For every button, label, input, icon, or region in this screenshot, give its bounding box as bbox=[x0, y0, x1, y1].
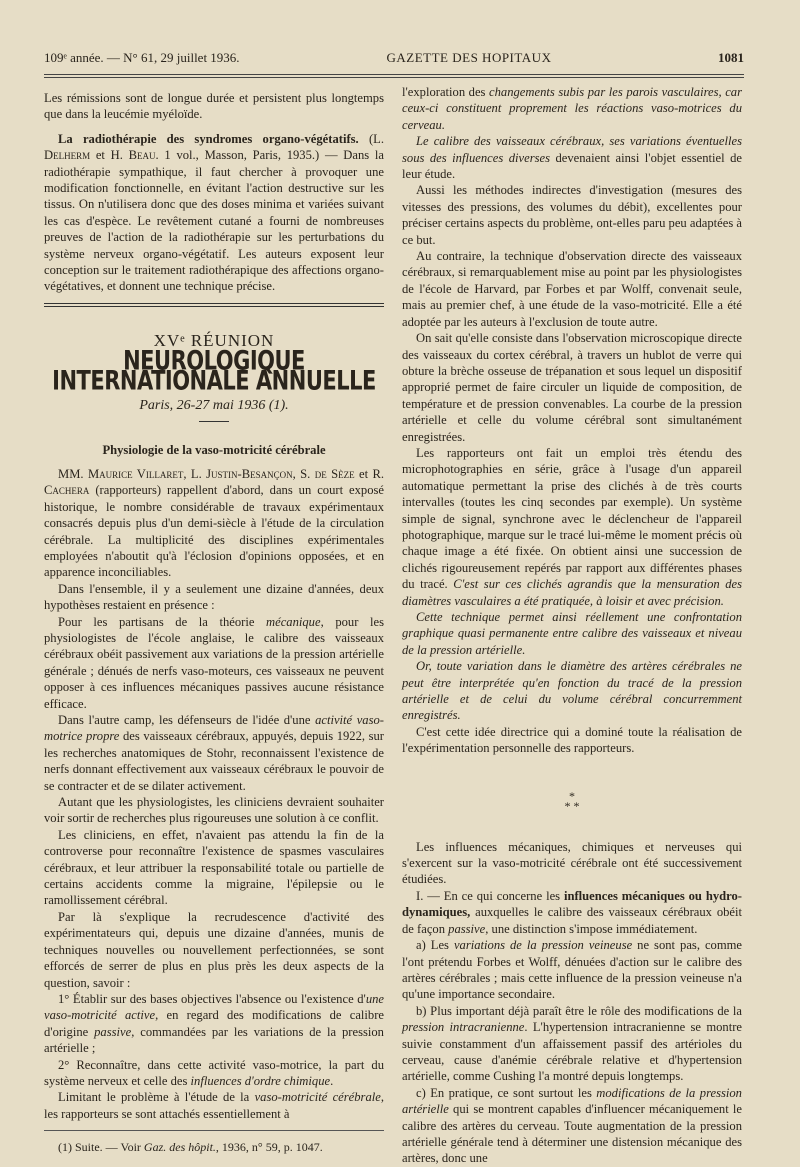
paragraph bbox=[402, 445, 742, 609]
right-column bbox=[402, 84, 742, 1167]
emphasis: influences d'ordre chimique bbox=[190, 1073, 331, 1088]
text-run: a) Les bbox=[416, 938, 454, 953]
text-run: . 1 vol., Masson, Paris, 1935.) — Dans la radiothérapie sympathique, il faut chercher à provoquer une modification fonctionnelle, en évitant l'action destructive sur les tissus. On n'utilisera donc que des doses minima et variées suivant les cas d'espèce. Le revêtement cutané a fourni de nombreuses preuves de l'action de la radiothérapie sur les perturbations du système nerveux organo-végétatif. Les auteurs exposent leur conception sur le traitement radiothérapique des affections organo-végétatives, et donnent une technique précise. bbox=[44, 148, 384, 294]
author-name: Maurice Villaret bbox=[87, 466, 184, 481]
paragraph bbox=[44, 1057, 384, 1090]
text-run: auxquelles le calibre des vaisseaux cérébraux obéit de façon bbox=[402, 905, 742, 936]
left-column bbox=[44, 90, 384, 1156]
running-header bbox=[44, 50, 744, 68]
paragraph bbox=[44, 991, 384, 1057]
section-heading: Physiologie de la vaso-motricité cérébrale bbox=[102, 442, 326, 457]
text-run: I. — En ce qui concerne les bbox=[416, 888, 564, 903]
journal-title: GAZETTE DES HOPITAUX bbox=[386, 50, 552, 65]
paragraph-remissions: Les rémissions sont de longue durée et persistent plus longtemps que dans la leucémie myéloïde. bbox=[44, 91, 384, 122]
text-run: et H. bbox=[90, 148, 129, 163]
text-run: . L'hypertension intracranienne se montre suivie constamment d'un affaissement passif des artérioles du cerveau, cause d'anémie cérébrale relative et d'hypertension artérielle, comme Cushing l'a montré depuis longtemps. bbox=[402, 1020, 742, 1084]
asterism bbox=[402, 788, 742, 813]
paragraph: Dans l'ensemble, il y a seulement une dizaine d'années, deux hypothèses restaient en présence : bbox=[44, 581, 384, 613]
emphasis: Or, toute variation dans le diamètre des artères cérébrales ne peut être interprétée qu'en fonction du tracé de la pression artérielle et de celui du volume cérébral concurremment enregistrés. bbox=[402, 659, 742, 723]
emphasis: mécanique bbox=[266, 614, 321, 629]
text-run: (L. bbox=[358, 131, 384, 146]
text-run: , une distinction s'impose immédiatement. bbox=[485, 921, 698, 936]
author-name: Cachera bbox=[44, 483, 90, 498]
paragraph bbox=[402, 888, 742, 937]
author-name: Beau bbox=[128, 148, 156, 163]
emphasis: activité vaso-motrice propre bbox=[44, 713, 384, 744]
paragraph bbox=[44, 466, 384, 581]
text-run: , pour les physiologistes de l'école anglaise, le calibre des vaisseaux cérébraux obéit passivement aux variations de la pression artérielle générale ; dénués de nerfs vaso-moteurs, ces vaisseaux ne peuvent opposer à ces influences mécaniques passives aucune résistance efficace. bbox=[44, 614, 384, 711]
section-rule bbox=[44, 306, 384, 307]
asterism-top: * bbox=[569, 788, 575, 803]
paragraph: Autant que les physiologistes, les cliniciens devraient souhaiter voir sortir de recherches plus rigoureuses une solution à ce conflit. bbox=[44, 795, 384, 826]
text-run: , commandées par les variations de la pression artérielle ; bbox=[44, 1024, 384, 1056]
meeting-title: NEUROLOGIQUE INTERNATIONALE ANNUELLE bbox=[52, 346, 376, 397]
text-run: , 1936, n° 59, p. 1047. bbox=[215, 1140, 323, 1155]
paragraph bbox=[44, 614, 384, 712]
meeting-number: XVᵉ RÉUNION bbox=[153, 330, 275, 350]
asterism-bottom: * * bbox=[564, 798, 580, 813]
text-run: ne sont pas, comme l'ont prétendu Forbes et Wolff, dénuées d'action sur le calibre des artères cérébrales ; mais cette influence de la pression veineuse n'a qu'une importance secondaire. bbox=[402, 938, 743, 1002]
emphasis: Le calibre des vaisseaux cérébraux, ses variations éventuelles sous des influences diverses bbox=[402, 134, 742, 165]
page-number: 1081 bbox=[718, 50, 744, 65]
paragraph bbox=[402, 84, 742, 133]
paragraph: Au contraire, la technique d'observation directe des vaisseaux cérébraux, si remarquablement mise au point par les physiologistes de l'école de Harvard, par Forbes et par Wolff, convenait seule, mais au premier chef, à une étude de la vaso-motricité. Elle a été adoptée par les auteurs à l'exclusion de toute autre. bbox=[402, 249, 742, 329]
text-run: (rapporteurs) rappellent d'abord, dans un court exposé historique, le nombre considérable de travaux expérimentaux consacrés depuis plus d'un demi-siècle à l'étude de la circulation cérébrale. La multiplicité des disciplines expérimentales employées n'aboutit qu'à l'éclosion d'opinions opposées, et en apparence inconciliables. bbox=[44, 483, 384, 580]
emphasis: pression intracranienne bbox=[402, 1020, 525, 1035]
header-rule bbox=[44, 74, 744, 75]
paragraph bbox=[402, 133, 742, 182]
paragraph bbox=[402, 1085, 742, 1167]
author-name: Justin-Besançon bbox=[206, 466, 293, 481]
author-name: de Sèze bbox=[314, 466, 355, 481]
book-review bbox=[44, 131, 384, 295]
paragraph bbox=[44, 1089, 384, 1122]
meeting-place: Paris, 26-27 mai 1936 (1). bbox=[139, 398, 289, 414]
book-title: La radiothérapie des syndromes organo-végétatifs. bbox=[58, 131, 359, 146]
section-rule bbox=[44, 303, 384, 304]
text-run: Pour les partisans de la théorie bbox=[58, 614, 267, 629]
emphasis: changements subis par les parois vasculaires, car ceux-ci constituent proprement les réactions vaso-motrices du cerveau. bbox=[402, 85, 742, 132]
emphasis: Cette technique permet ainsi réellement une confrontation graphique quasi permanente entre calibre des vaisseaux et niveau de la pression artérielle. bbox=[402, 610, 742, 657]
emphasis: passive bbox=[448, 921, 486, 936]
emphasis: Gaz. des hôpit. bbox=[143, 1140, 216, 1155]
issue-info: 109ᵉ année. — N° 61, 29 juillet 1936. bbox=[44, 50, 240, 65]
paragraph: On sait qu'elle consiste dans l'observation microscopique directe des vaisseaux du cortex cérébral, à travers un hublot de verre qui obture la brèche osseuse de trépanation et sous lequel un dispositif approprié permet de faire circuler un liquide de composition, de température et de pression convenables. La courbe de la pression artérielle et celle du volume cérébral sont simultanément enregistrées. bbox=[402, 331, 742, 444]
paragraph: C'est cette idée directrice qui a dominé toute la réalisation de l'expérimentation personnelle des rapporteurs. bbox=[402, 724, 742, 756]
text-run: 2° Reconnaître, dans cette activité vaso-motrice, la part du système nerveux et celle des bbox=[44, 1057, 384, 1088]
text-run: MM. bbox=[58, 466, 88, 481]
paragraph: Les influences mécaniques, chimiques et nerveuses qui s'exercent sur la vaso-motricité cérébrale ont été successivement étudiées. bbox=[402, 839, 742, 887]
author-name: Delherm bbox=[44, 148, 91, 163]
text-run: Dans l'autre camp, les défenseurs de l'idée d'une bbox=[58, 713, 316, 727]
paragraph bbox=[402, 609, 742, 658]
emphasis: vaso-motricité cérébrale bbox=[254, 1090, 381, 1105]
paragraph bbox=[402, 1003, 742, 1085]
text-run: , les rapporteurs se sont attachés essentiellement à bbox=[44, 1090, 384, 1121]
text-run: devenaient ainsi l'objet essentiel de leur étude. bbox=[402, 150, 742, 182]
text-run: , S. bbox=[292, 466, 315, 481]
text-run: l'exploration des bbox=[402, 85, 490, 99]
emphasis: modifications de la pression artérielle bbox=[402, 1085, 742, 1117]
text-run: Les rapporteurs ont fait un emploi très étendu des microphotographies en série, grâce à l'usage d'un appareil automatique permettant la prise des clichés à de très courts intervalles (toutes les cinq secondes par exemple). Un système simple de signal, synchrone avec le déclencheur de l'appareil photographique, marque sur le tracé lui-même le moment précis où chaque image a été fixée. On obtient ainsi une succession de clichés rigoureusement repérés par rapport aux différentes phases du tracé. bbox=[402, 445, 742, 592]
text-run: 1° Établir sur des bases objectives l'absence ou l'existence d' bbox=[58, 991, 366, 1006]
footnote bbox=[44, 1130, 384, 1155]
text-run: et R. bbox=[354, 466, 384, 481]
emphasis: variations de la pression veineuse bbox=[453, 938, 633, 953]
paragraph: Aussi les méthodes indirectes d'investigation (mesures des vitesses des pressions, des volumes du débit), excellentes pour préciser certains aspects du problème, ont-elles paru peu adaptées à ce but. bbox=[402, 183, 742, 247]
emphasis: C'est sur ces clichés agrandis que la mensuration des diamètres vasculaires a été pratiquée, à loisir et avec précision. bbox=[402, 577, 742, 608]
bold-term: influences mécaniques ou hydro-dynamiques, bbox=[402, 888, 743, 920]
paragraph bbox=[402, 658, 742, 724]
emphasis: une vaso-motricité active bbox=[44, 991, 384, 1023]
short-rule bbox=[199, 421, 229, 422]
text-run: b) Plus important déjà paraît être le rôle des modifications de la bbox=[416, 1003, 742, 1018]
text-run: . bbox=[330, 1073, 334, 1088]
paragraph: Les cliniciens, en effet, n'avaient pas attendu la fin de la controverse pour reconnaître l'existence de spasmes vasculaires cérébraux, et leur attribuer la responsabilité totale ou partielle de certains accidents comme la migraine, l'épilepsie ou le ramollissement cérébral. bbox=[44, 827, 384, 908]
text-run: , L. bbox=[183, 466, 207, 481]
text-run: c) En pratique, ce sont surtout les bbox=[416, 1085, 597, 1100]
text-run: , en regard des modifications de calibre d'origine bbox=[44, 1008, 384, 1039]
text-run: qui se montrent capables d'influencer mécaniquement le calibre des artères du cerveau. Toute augmentation de la pression artérielle générale tend à déterminer une distension mécanique des artères, donc une bbox=[402, 1102, 742, 1166]
text-run: des vaisseaux cérébraux, appuyés, depuis 1922, sur les recherches anatomiques de Stohr, reconnaissent l'existence de nerfs donnant effectivement aux vaisseaux cérébraux le pouvoir de se contracter et de se dilater activement. bbox=[44, 729, 384, 793]
paragraph: Par là s'explique la recrudescence d'activité des expérimentateurs qui, depuis une dizaine d'années, munis de techniques nouvelles ou nouvellement perfectionnées, se sont efforcés de serrer de plus en plus près les deux aspects de la question, savoir : bbox=[44, 909, 384, 990]
emphasis: passive bbox=[94, 1024, 132, 1039]
text-run: Limitant le problème à l'étude de la bbox=[58, 1090, 255, 1105]
header-rule-double bbox=[44, 77, 744, 78]
paragraph bbox=[402, 937, 742, 1003]
text-run: (1) Suite. — Voir bbox=[58, 1140, 144, 1155]
paragraph bbox=[44, 712, 384, 794]
